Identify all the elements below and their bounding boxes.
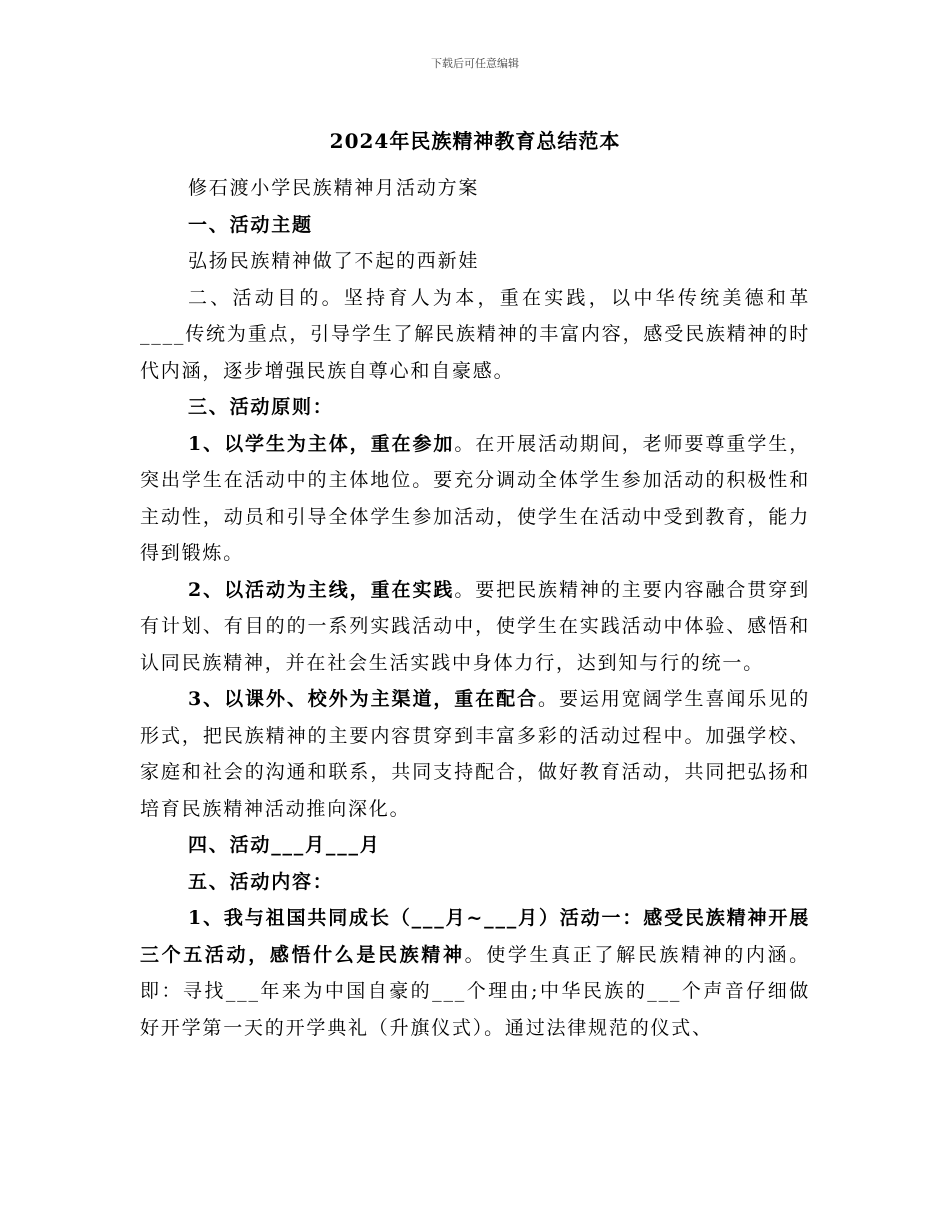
section-heading-principles: 三、活动原则： — [188, 396, 334, 418]
section-heading-content: 五、活动内容： — [188, 870, 334, 893]
activity-1-lead: 1、我与祖国共同成长（___月~___月）活动一：感受民族精神开展三个五活动，感悟什么是民族精神 — [140, 907, 810, 966]
principle-2-text: 。要把民族精神的主要内容融合贯穿到有计划、有目的的一系列实践活动中，使学生在实践活动中体验、感悟和认同民族精神，并在社会生活实践中身体力行，达到知与行的统一。 — [140, 578, 810, 674]
principle-1-text: 。在开展活动期间，老师要尊重学生，突出学生在活动中的主体地位。要充分调动全体学生参加活动的积极性和主动性，动员和引导全体学生参加活动，使学生在活动中受到教育，能力得到锻炼。 — [140, 432, 810, 564]
activity-1-text: 。使学生真正了解民族精神的内涵。即：寻找___年来为中国自豪的___个理由;中华民族的___个声音仔细做好开学第一天的开学典礼（升旗仪式）。通过法律规范的仪式、 — [140, 943, 810, 1039]
principle-1-lead: 1、以学生为主体，重在参加 — [188, 432, 455, 455]
document-title: 2024年民族精神教育总结范本 — [329, 129, 621, 153]
paragraph-principle-3 — [140, 681, 810, 827]
section-heading-theme: 一、活动主题 — [188, 213, 313, 236]
paragraph-activity-1 — [140, 900, 810, 1046]
paragraph-plan-name: 修石渡小学民族精神月活动方案 — [188, 177, 480, 199]
paragraph-principle-1 — [140, 426, 810, 572]
paragraph-principle-2 — [140, 572, 810, 682]
principle-3-lead: 3、以课外、校外为主渠道，重在配合 — [188, 688, 539, 710]
header-note: 下载后可任意编辑 — [431, 57, 519, 70]
paragraph-purpose: 二、活动目的。坚持育人为本，重在实践，以中华传统美德和革____传统为重点，引导学生了解民族精神的丰富内容，感受民族精神的时代内涵，逐步增强民族自尊心和自豪感。 — [140, 286, 810, 382]
principle-3-text: 。要运用宽阔学生喜闻乐见的形式，把民族精神的主要内容贯穿到丰富多彩的活动过程中。加强学校、家庭和社会的沟通和联系，共同支持配合，做好教育活动，共同把弘扬和培育民族精神活动推向深化。 — [140, 688, 810, 820]
document-body — [140, 170, 810, 1046]
paragraph-theme: 弘扬民族精神做了不起的西新娃 — [188, 250, 480, 272]
section-heading-time: 四、活动___月___月 — [188, 834, 381, 856]
principle-2-lead: 2、以活动为主线，重在实践 — [188, 578, 455, 601]
